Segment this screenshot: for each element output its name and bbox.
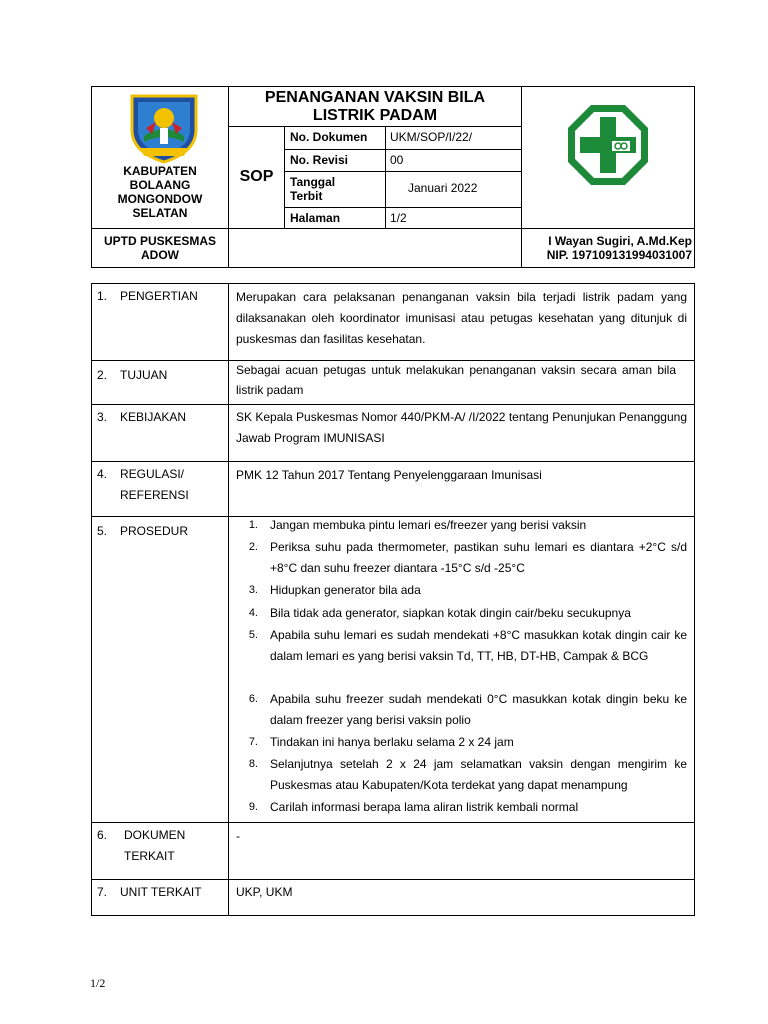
procedure-step <box>238 537 688 579</box>
page-number: 1/2 <box>90 976 106 990</box>
row-label-regulasi-line-1: REGULASI/ <box>120 467 185 481</box>
row-num-unit: 7. <box>97 885 108 899</box>
row-text-regulasi: PMK 12 Tahun 2017 Tentang Penyelenggaraan Imunisasi <box>236 468 542 482</box>
sop-label: SOP <box>239 168 274 185</box>
field-label-doc-number: No. Dokumen <box>290 130 368 144</box>
signer-nip: NIP. 197109131994031007 <box>546 248 692 262</box>
procedure-step-number: 1. <box>248 519 258 531</box>
row-text-dokumen: - <box>236 829 240 843</box>
procedure-step-number: 3. <box>248 584 258 596</box>
page-title <box>229 89 521 125</box>
field-value-revision: 00 <box>390 153 404 167</box>
row-num-pengertian: 1. <box>97 289 108 303</box>
procedure-step-number: 6. <box>248 693 258 705</box>
procedure-step <box>238 515 688 536</box>
row-label-pengertian: PENGERTIAN <box>120 289 198 303</box>
row-num-regulasi: 4. <box>97 467 108 481</box>
regency-crest-logo <box>126 92 202 164</box>
row-num-dokumen: 6. <box>97 828 108 842</box>
unit-name-line-1: UPTD PUSKESMAS <box>103 234 216 248</box>
row-num-tujuan: 2. <box>97 368 108 382</box>
row-label-regulasi <box>120 464 189 506</box>
procedure-step-text: Bila tidak ada generator, siapkan kotak dingin cair/beku secukupnya <box>270 606 631 620</box>
unit-name-line-2: ADOW <box>141 248 179 262</box>
procedure-step-text: Tindakan ini hanya berlaku selama 2 x 24 jam <box>270 735 514 749</box>
field-value-page: 1/2 <box>390 211 407 225</box>
row-text-tujuan: Sebagai acuan petugas untuk melakukan penanganan vaksin secara aman bila listrik padam <box>236 363 676 397</box>
row-label-dokumen <box>124 825 185 867</box>
puskesmas-logo <box>566 103 650 187</box>
procedure-step-number: 4. <box>248 607 258 619</box>
title-line-2: LISTRIK PADAM <box>312 107 438 124</box>
procedure-step-number: 9. <box>248 801 258 813</box>
procedure-step-text: Jangan membuka pintu lemari es/freezer yang berisi vaksin <box>270 518 587 532</box>
procedure-step-number: 2. <box>248 541 258 553</box>
field-label-issue-date: Tanggal Terbit <box>290 175 336 203</box>
row-label-unit: UNIT TERKAIT <box>120 885 202 899</box>
procedure-step-text: Carilah informasi berapa lama aliran listrik kembali normal <box>270 800 579 814</box>
field-label-page: Halaman <box>290 211 341 225</box>
row-num-prosedur: 5. <box>97 524 108 538</box>
row-label-prosedur: PROSEDUR <box>120 524 189 538</box>
row-label-kebijakan: KEBIJAKAN <box>120 410 187 424</box>
procedure-step <box>238 689 688 731</box>
procedure-step-text: Selanjutnya setelah 2 x 24 jam selamatkan vaksin dengan mengirim ke Puskesmas atau Kabupaten/Kota terdekat yang dapat menampung <box>270 757 687 792</box>
field-value-doc-number: UKM/SOP/I/22/ <box>390 130 473 144</box>
row-text-kebijakan: SK Kepala Puskesmas Nomor 440/PKM-A/ /I/2022 tentang Penunjukan Penanggung Jawab Program IMUNISASI <box>236 410 687 445</box>
row-label-dokumen-line-1: DOKUMEN <box>124 828 186 842</box>
procedure-step <box>238 603 688 624</box>
row-num-kebijakan: 3. <box>97 410 108 424</box>
title-line-1: PENANGANAN VAKSIN BILA <box>264 89 486 106</box>
procedure-step-text: Hidupkan generator bila ada <box>270 583 421 597</box>
row-label-regulasi-line-2: REFERENSI <box>120 488 189 502</box>
field-value-issue-date: Januari 2022 <box>408 181 478 195</box>
procedure-step <box>238 580 688 601</box>
procedure-step <box>238 625 688 688</box>
procedure-step-text: Apabila suhu lemari es sudah mendekati +8°C masukkan kotak dingin cair ke dalam lemari es yang berisi vaksin Td, TT, HB, DT-HB, Campak & BCG <box>270 628 687 663</box>
field-label-revision: No. Revisi <box>290 153 349 167</box>
procedure-step <box>238 732 688 753</box>
procedure-step-number: 7. <box>248 736 258 748</box>
procedure-step <box>238 754 688 796</box>
row-label-tujuan: TUJUAN <box>120 368 168 382</box>
procedure-step-number: 8. <box>248 758 258 770</box>
unit-name <box>92 234 228 262</box>
procedure-step-number: 5. <box>248 629 258 641</box>
row-text-unit: UKP, UKM <box>236 885 293 899</box>
row-label-dokumen-line-2: TERKAIT <box>124 849 175 863</box>
org-name: KABUPATEN BOLAANG MONGONDOW SELATAN <box>117 164 203 220</box>
procedure-step-text: Apabila suhu freezer sudah mendekati 0°C masukkan kotak dingin beku ke dalam freezer yang berisi vaksin polio <box>270 692 687 727</box>
signer-name: I Wayan Sugiri, A.Md.Kep <box>548 234 692 248</box>
procedure-step-text: Periksa suhu pada thermometer, pastikan suhu lemari es diantara +2°C s/d +8°C dan suhu freezer diantara -15°C s/d -25°C <box>270 540 687 575</box>
signer-block <box>522 234 692 262</box>
procedure-step <box>238 797 688 818</box>
row-text-pengertian: Merupakan cara pelaksanan penanganan vaksin bila terjadi listrik padam yang dilaksanakan oleh koordinator imunisasi atau petugas kesehatan yang ditunjuk di puskesmas dan fasilitas kesehatan. <box>236 290 687 346</box>
